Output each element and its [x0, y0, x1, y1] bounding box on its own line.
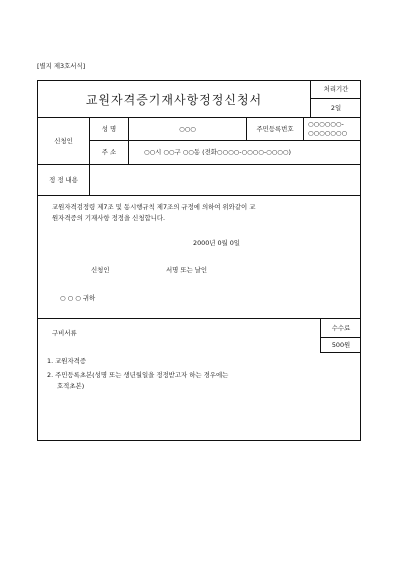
form-title: 교원자격증기재사항정정신청서 [85, 92, 263, 107]
signature-field: 서명 또는 날인 [166, 266, 208, 274]
processing-period-label: 처리기간 [323, 85, 349, 94]
applicant-label: 신청인 [54, 136, 73, 145]
fee-value: 500원 [331, 340, 351, 349]
documents-label: 구비서류 [52, 329, 77, 337]
processing-period-value: 2일 [330, 103, 342, 112]
document-item: 1. 교원자격증 [47, 357, 86, 365]
rrn-label: 주민등록번호 [256, 124, 294, 133]
divider [320, 352, 361, 353]
correction-label: 정 정 내용 [49, 175, 78, 184]
statement-line: 원자격증의 기재사항 정정을 신청합니다. [52, 214, 166, 222]
application-date: 2000년 0월 0일 [193, 239, 240, 247]
divider [37, 318, 361, 319]
rrn-value: ○○○○○○- [308, 120, 344, 128]
rrn-value: ○○○○○○○ [308, 129, 348, 137]
address-value: ○○시 ○○구 ○○동 (전화○○○○-○○○○-○○○○) [144, 148, 291, 156]
document-item: 호적초본) [57, 382, 85, 390]
form-label: [별지 제3호서식] [37, 62, 86, 70]
applicant-sign-label: 신청인 [91, 266, 110, 274]
statement-line: 교원자격검정령 제7조 및 동시행규칙 제7조의 규정에 의하여 위와같이 교 [52, 203, 256, 211]
divider [89, 140, 361, 141]
address-label: 주 소 [101, 148, 117, 157]
divider [37, 195, 361, 196]
recipient: ○ ○ ○ 귀하 [60, 294, 96, 302]
divider [303, 117, 304, 141]
name-value: ○○○ [179, 124, 196, 133]
fee-label: 수수료 [331, 323, 351, 332]
name-label: 성 명 [101, 124, 117, 133]
document-item: 2. 주민등록초본(성명 또는 생년월일을 정정받고자 하는 경우에는 [47, 371, 229, 379]
